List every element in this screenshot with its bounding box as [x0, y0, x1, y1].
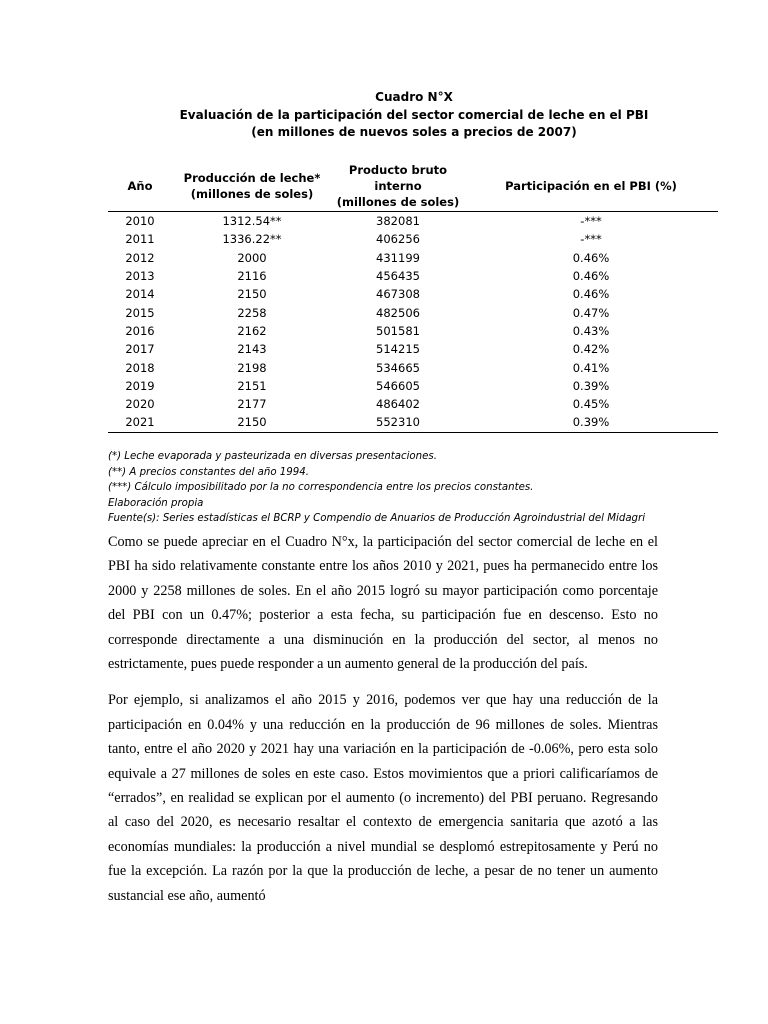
cell-milk-production: 2198: [237, 360, 267, 375]
cell-gdp-share: 0.43%: [572, 323, 610, 338]
note-constant-prices-1994: (**) A precios constantes del año 1994.: [108, 466, 309, 478]
cell-year: 2018: [125, 360, 155, 375]
table-caption-subtitle: (en millones de nuevos soles a precios de 2007): [251, 125, 577, 139]
milk-gdp-table: [108, 160, 718, 433]
note-sources: Fuente(s): Series estadísticas el BCRP y Compendio de Anuarios de Producción Agroindustrial del Midagri: [108, 513, 646, 524]
cell-gdp: 546605: [376, 378, 420, 393]
cell-year: 2013: [125, 269, 155, 284]
cell-gdp-share: 0.41%: [572, 360, 610, 375]
cell-milk-production: 2177: [237, 397, 267, 412]
table-row: [108, 212, 718, 231]
table-row: [108, 413, 718, 432]
cell-year: 2011: [125, 232, 155, 247]
cell-gdp-share: 0.47%: [572, 305, 610, 320]
cell-gdp: 467308: [376, 287, 420, 302]
cell-gdp: 534665: [376, 360, 420, 375]
table-row: [108, 267, 718, 285]
table-row: [108, 358, 718, 376]
cell-gdp-share: 0.39%: [464, 413, 718, 432]
header-milk-production: Producción de leche* (millones de soles): [172, 160, 332, 212]
cell-gdp: 431199: [376, 250, 420, 265]
cell-milk-production: 2258: [237, 305, 267, 320]
cell-milk-production: 1336.22**: [222, 232, 282, 247]
table-caption-title: Evaluación de la participación del sector comercial de leche en el PBI: [179, 108, 649, 122]
cell-year: 2019: [125, 378, 155, 393]
table-row: [108, 395, 718, 413]
table-row: [108, 285, 718, 303]
cell-gdp: 501581: [376, 323, 420, 338]
analysis-text: [108, 530, 658, 920]
cell-milk-production: 2162: [237, 323, 267, 338]
header-gdp: Producto bruto interno (millones de soles): [332, 160, 464, 212]
cell-year: 2016: [125, 323, 155, 338]
cell-gdp: 514215: [376, 342, 420, 357]
note-calculation-impossible: (***) Cálculo imposibilitado por la no correspondencia entre los precios constantes.: [108, 482, 534, 493]
cell-gdp-share: 0.46%: [572, 287, 610, 302]
body-paragraph: Como se puede apreciar en el Cuadro N°x, la participación del sector comercial de leche en el PBI ha sido relativamente constante entre los años 2010 y 2021, pues ha permanecido entre los 2000 y 2258 millones de soles. En el año 2015 logró su mayor participación como porcentaje del PBI con un 0.47%; posterior a esta fecha, su participación fue en descenso. Esto no corresponde directamente a una disminución en la producción del sector, al menos no estrictamente, pues puede responder a un aumento general de la producción del país.: [108, 534, 658, 673]
header-year: Año: [108, 160, 172, 212]
table-header-row: [108, 160, 718, 212]
cell-year: 2014: [125, 287, 155, 302]
table-row: [108, 249, 718, 267]
body-paragraph: Por ejemplo, si analizamos el año 2015 y 2016, podemos ver que hay una reducción de la participación en 0.04% y una reducción en la producción de 96 millones de soles. Mientras tanto, entre el año 2020 y 2021 hay una variación en la participación de -0.06%, pero esta solo equivale a 27 millones de soles en este caso. Estos movimientos que a priori calificaríamos de “errados”, en realidad se explican por el aumento (o incremento) del PBI peruano. Regresando al caso del 2020, es necesario resaltar el contexto de emergencia sanitaria que azotó a las economías mundiales: la producción a nivel mundial se desplomó estrepitosamente y Perú no fue la excepción. La razón por la que la producción de leche, a pesar de no tener un aumento sustancial ese año, aumentó: [108, 692, 658, 904]
cell-gdp-share: 0.46%: [572, 250, 610, 265]
table-row: [108, 322, 718, 340]
note-own-elaboration: Elaboración propia: [108, 497, 204, 509]
cell-gdp-share: -***: [580, 214, 602, 229]
cell-gdp-share: -***: [580, 232, 602, 247]
cell-milk-production: 1312.54**: [222, 214, 282, 229]
cell-milk-production: 2116: [237, 269, 267, 284]
cell-gdp: 406256: [376, 232, 420, 247]
cell-gdp-share: 0.46%: [572, 269, 610, 284]
table-caption-label: Cuadro N°X: [375, 90, 453, 104]
cell-milk-production: 2000: [237, 250, 267, 265]
cell-milk-production: 2150: [237, 287, 267, 302]
cell-gdp: 552310: [332, 413, 464, 432]
note-evaporated-milk: (*) Leche evaporada y pasteurizada en diversas presentaciones.: [108, 451, 437, 462]
cell-milk-production: 2143: [237, 342, 267, 357]
cell-year: 2020: [125, 397, 155, 412]
cell-gdp-share: 0.45%: [572, 397, 610, 412]
table-row: [108, 303, 718, 321]
cell-year: 2010: [125, 214, 155, 229]
cell-gdp: 382081: [376, 214, 420, 229]
cell-milk-production: 2150: [172, 413, 332, 432]
cell-gdp: 456435: [376, 269, 420, 284]
cell-year: 2017: [125, 342, 155, 357]
cell-milk-production: 2151: [237, 378, 267, 393]
cell-gdp: 486402: [376, 397, 420, 412]
cell-gdp-share: 0.39%: [572, 378, 610, 393]
table-row: [108, 377, 718, 395]
header-gdp-share: Participación en el PBI (%): [464, 160, 718, 212]
table-row: [108, 230, 718, 248]
table-row: [108, 340, 718, 358]
cell-gdp: 482506: [376, 305, 420, 320]
cell-gdp-share: 0.42%: [572, 342, 610, 357]
cell-year: 2015: [125, 305, 155, 320]
cell-year: 2012: [125, 250, 155, 265]
table-notes: [108, 449, 728, 527]
cell-year: 2021: [108, 413, 172, 432]
